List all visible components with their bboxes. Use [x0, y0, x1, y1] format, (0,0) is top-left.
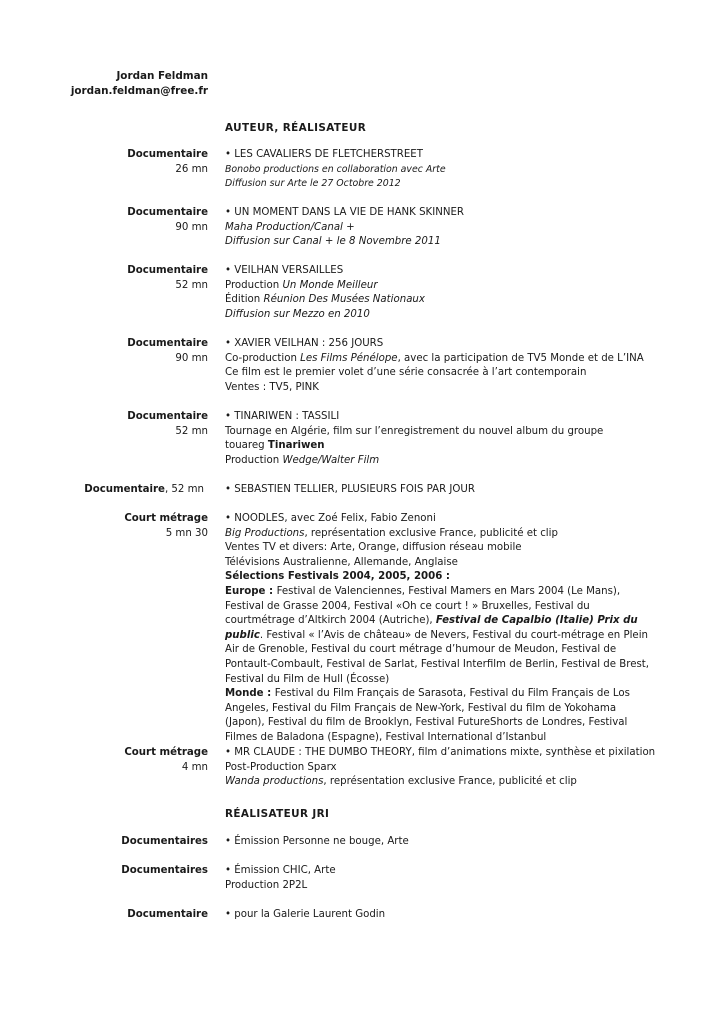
entry-details [225, 206, 653, 250]
entry-kind: Documentaires [121, 865, 208, 876]
entry-details [225, 410, 653, 468]
entry-meta [127, 148, 208, 177]
entry-line: Diffusion sur Mezzo en 2010 [225, 308, 370, 320]
entry-meta [127, 908, 208, 923]
entry-details [225, 864, 653, 893]
festival-list: Festival de Valenciennes, Festival Mamers en Mars 2004 (Le Mans), Festival de Grasse 2004, Festival «Oh ce court ! » Bruxelles, Festival du courtmétrage d’Altkirch 2004 (Autriche), [225, 585, 621, 627]
author-name: Jordan Feldman [116, 70, 208, 82]
entry-title: • Émission Personne ne bouge, Arte [225, 836, 409, 847]
entry-title: • MR CLAUDE : THE DUMBO THEORY, film d’animations mixte, synthèse et pixilation [225, 747, 656, 758]
entry-title: • SEBASTIEN TELLIER, PLUSIEURS FOIS PAR JOUR [225, 484, 475, 495]
entry-text: , représentation exclusive France, publicité et clip [323, 776, 577, 788]
entry-meta [84, 483, 204, 498]
entry-line: Tournage en Algérie, film sur l’enregistrement du nouvel album du groupe [225, 425, 604, 437]
entry-line [225, 293, 653, 308]
festival-award: Festival de Capalbio (Italie) Prix du public [225, 615, 638, 641]
entry-details [225, 908, 653, 923]
entry-details [225, 148, 653, 192]
entry-line: Ce film est le premier volet d’une série consacrée à l’art contemporain [225, 367, 587, 379]
entry-meta [121, 835, 208, 850]
entry-line [225, 527, 653, 542]
entry-text-italic: Réunion Des Musées Nationaux [263, 294, 425, 306]
entry-line: Bonobo productions en collaboration avec Arte [225, 163, 446, 175]
festival-region-label: Europe : [225, 585, 277, 597]
entry-title: • pour la Galerie Laurent Godin [225, 909, 386, 920]
entry-title: • LES CAVALIERS DE FLETCHERSTREET [225, 149, 423, 160]
festival-monde [225, 687, 653, 745]
entry-line: Post-Production Sparx [225, 761, 337, 773]
entry-details [225, 264, 653, 322]
entry-title: • Émission CHIC, Arte [225, 865, 336, 876]
entry-text: , représentation exclusive France, publicité et clip [304, 527, 558, 539]
entry-line: Diffusion sur Arte le 27 Octobre 2012 [225, 178, 401, 190]
entry-meta [121, 864, 208, 879]
entry-text: touareg [225, 440, 268, 452]
entry-details [225, 835, 653, 850]
entry-line: Production 2P2L [225, 879, 308, 891]
entry-meta [124, 746, 208, 775]
author-email: jordan.feldman@free.fr [70, 85, 208, 97]
entry-duration: 52 mn [175, 425, 208, 437]
cv-header [71, 69, 208, 99]
entry-kind: Court métrage [124, 747, 208, 758]
entry-kind-line [84, 483, 204, 498]
entry-kind: Documentaire [127, 207, 208, 218]
entry-meta [127, 264, 208, 293]
entry-kind: Documentaires [121, 836, 208, 847]
entry-title: • NOODLES, avec Zoé Felix, Fabio Zenoni [225, 513, 436, 524]
section-title-jri: RÉALISATEUR JRI [225, 808, 330, 820]
entry-details [225, 512, 653, 746]
entry-duration: 5 mn 30 [165, 527, 208, 539]
entry-meta [127, 337, 208, 366]
festival-list: . Festival « l’Avis de château» de Nevers, Festival du court-métrage en Plein Air de Grenoble, Festival du court métrage d’humour de Meudon, Festival de Pontault-Combault, Festival de Sarlat, Festival Interfilm de Berlin, Festival de Brest, Festival du Film de Hull (Écosse) [225, 629, 650, 685]
entry-kind: Documentaire [127, 909, 208, 920]
entry-kind: Documentaire [84, 484, 165, 495]
entry-text: Co-production [225, 352, 301, 364]
entry-title: • UN MOMENT DANS LA VIE DE HANK SKINNER [225, 207, 465, 218]
entry-text: Production [225, 279, 283, 291]
entry-line: Ventes TV et divers: Arte, Orange, diffusion réseau mobile [225, 542, 522, 554]
entry-text: , avec la participation de TV5 Monde et de L’INA [397, 352, 644, 364]
festival-list: Festival du Film Français de Sarasota, Festival du Film Français de Los Angeles, Festival du Film Français de New-York, Festival du film de Yokohama (Japon), Festival du film de Brooklyn, Festival FutureShorts de Londres, Festival Filmes de Baladona (Espagne), Festival International d’Istanbul [225, 688, 630, 743]
entry-duration: 52 mn [175, 279, 208, 291]
entry-line [225, 439, 653, 454]
entry-meta [124, 512, 208, 541]
entry-duration: 4 mn [181, 761, 208, 773]
entry-line: Diffusion sur Canal + le 8 Novembre 2011 [225, 236, 441, 248]
entry-details [225, 483, 653, 498]
entry-duration: , 52 mn [164, 484, 204, 495]
entry-line: Maha Production/Canal + [225, 221, 355, 233]
entry-text-bold: Tinariwen [267, 440, 325, 452]
entry-title: • VEILHAN VERSAILLES [225, 265, 344, 276]
entry-line: Télévisions Australienne, Allemande, Anglaise [225, 556, 458, 568]
section-title-auteur: AUTEUR, RÉALISATEUR [225, 122, 367, 134]
entry-text-italic: Big Productions [225, 527, 305, 539]
entry-line: Ventes : TV5, PINK [225, 381, 319, 393]
entry-line [225, 775, 653, 790]
entry-duration: 26 mn [175, 163, 208, 175]
entry-text-italic: Wanda productions [225, 776, 324, 788]
entry-text-italic: Un Monde Meilleur [282, 279, 378, 291]
entry-kind: Documentaire [127, 411, 208, 422]
entry-line [225, 352, 653, 367]
entry-kind: Documentaire [127, 265, 208, 276]
entry-line [225, 279, 653, 294]
entry-title: • TINARIWEN : TASSILI [225, 411, 340, 422]
entry-text: Édition [225, 294, 264, 306]
festival-europe [225, 585, 653, 687]
entry-details [225, 337, 653, 395]
entry-kind: Documentaire [127, 149, 208, 160]
entry-text: Production [225, 454, 283, 466]
festival-region-label: Monde : [225, 688, 275, 700]
entry-duration: 90 mn [175, 221, 208, 233]
festival-selections-heading: Sélections Festivals 2004, 2005, 2006 : [225, 571, 450, 583]
entry-title: • XAVIER VEILHAN : 256 JOURS [225, 338, 384, 349]
entry-duration: 90 mn [175, 352, 208, 364]
entry-meta [127, 410, 208, 439]
entry-text-italic: Les Films Pénélope [300, 352, 398, 364]
entry-kind: Documentaire [127, 338, 208, 349]
entry-kind: Court métrage [124, 513, 208, 524]
entry-details [225, 746, 656, 790]
entry-text-italic: Wedge/Walter Film [282, 454, 380, 466]
entry-meta [127, 206, 208, 235]
entry-line [225, 454, 653, 469]
